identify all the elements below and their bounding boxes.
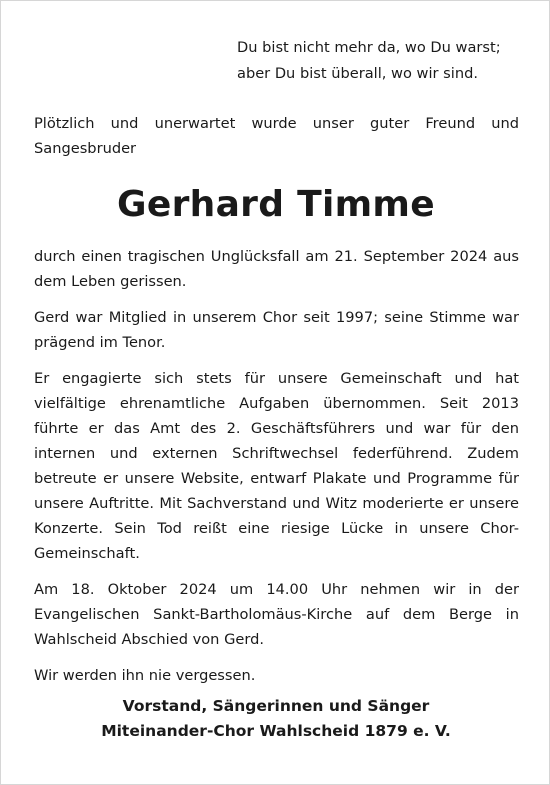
paragraph-death-notice: durch einen tragischen Unglücksfall am 21. September 2024 aus dem Leben gerissen. [34,248,519,290]
paragraph-engagement: Er engagierte sich stets für unsere Gemeinschaft und hat vielfältige ehrenamtliche Aufgaben übernommen. Seit 2013 führte er das Amt des 2. Geschäftsführers und war für den internen und externen Schriftwechsel federführend. Zudem betreute er unsere Website, entwarf Plakate und Programme für unsere Auftritte. Mit Sachverstand und Witz moderierte er unsere Konzerte. Sein Tod reißt eine riesige Lücke in unsere Chor-Gemeinschaft. [34,370,519,562]
paragraph-farewell: Am 18. Oktober 2024 um 14.00 Uhr nehmen wir in der Evangelischen Sankt-Bartholomäus-Kirche auf dem Berge in Wahlscheid Abschied von Gerd. [34,581,519,648]
quote-line-2: aber Du bist überall, wo wir sind. [237,65,478,82]
intro-text [34,111,519,161]
obituary-body [34,244,519,699]
signature-line-1: Vorstand, Sängerinnen und Sänger [122,697,430,715]
intro-paragraph: Plötzlich und unerwartet wurde unser guter Freund und Sangesbruder [34,115,519,157]
paragraph-membership: Gerd war Mitglied in unserem Chor seit 1997; seine Stimme war prägend im Tenor. [34,309,519,351]
epigraph-quote [237,35,537,87]
paragraph-remembrance: Wir werden ihn nie vergessen. [34,667,256,684]
signature-block [1,694,550,744]
signature-line-2: Miteinander-Chor Wahlscheid 1879 e. V. [101,722,451,740]
quote-line-1: Du bist nicht mehr da, wo Du warst; [237,39,501,56]
deceased-name: Gerhard Timme [117,184,435,225]
